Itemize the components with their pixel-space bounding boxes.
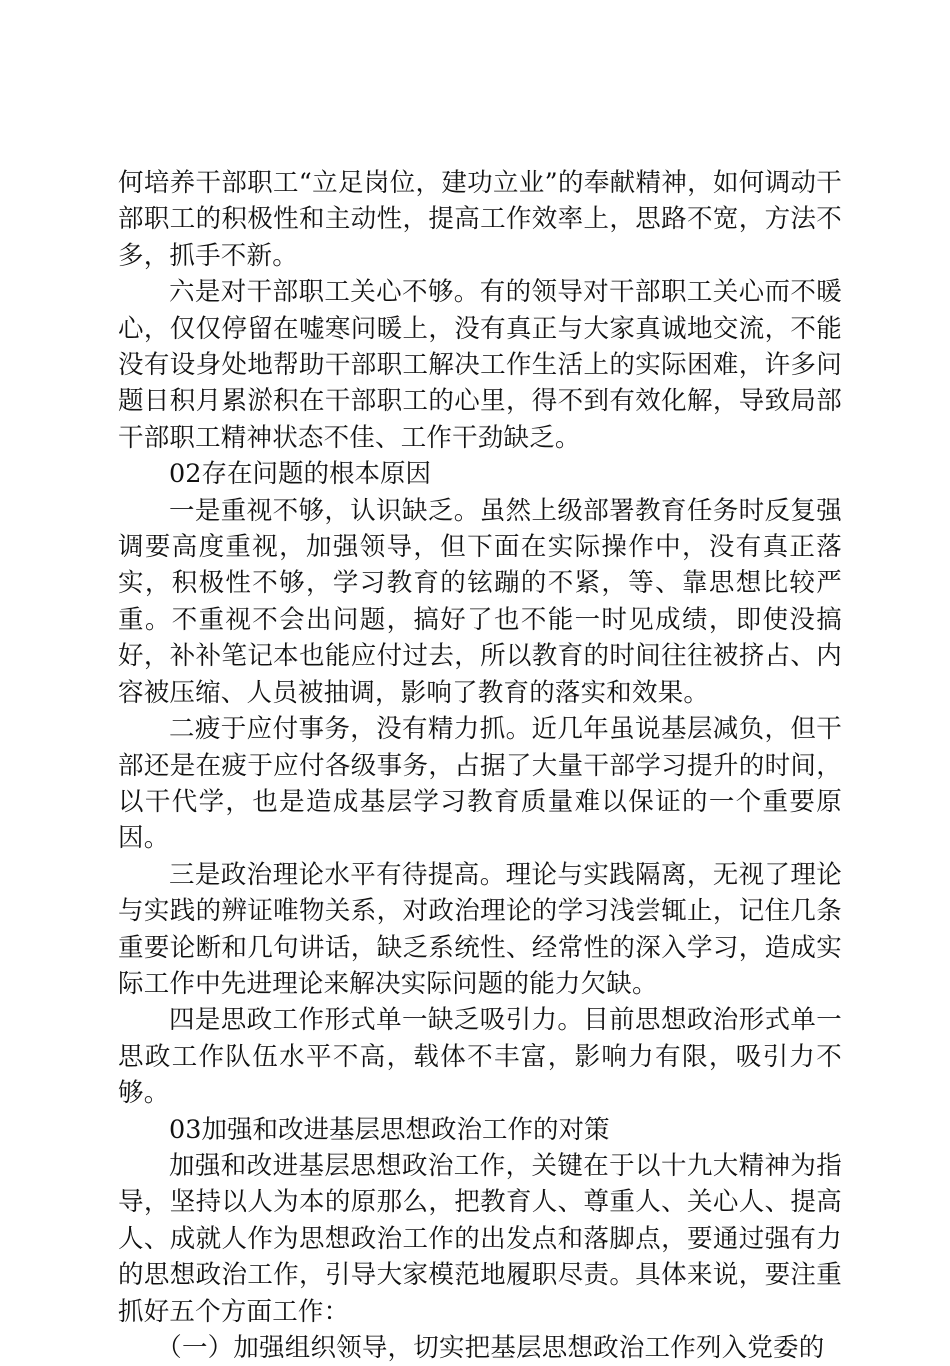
section-heading-03: 03加强和改进基层思想政治工作的对策 (169, 1114, 610, 1145)
paragraph-continuation: 何培养干部职工“立足岗位，建功立业”的奉献精神，如何调动干部职工的积极性和主动性，提高工作效率上，思路不宽，方法不多，抓手不新。 (118, 168, 842, 271)
section-heading-02: 02存在问题的根本原因 (169, 459, 431, 490)
document-body (118, 165, 842, 1366)
paragraph-reason-four: 四是思政工作形式单一缺乏吸引力。目前思想政治形式单一思政工作队伍水平不高，载体不丰富，影响力有限，吸引力不够。 (118, 1005, 842, 1109)
paragraph-reason-two: 二疲于应付事务，没有精力抓。近几年虽说基层减负，但干部还是在疲于应付各级事务，占据了大量干部学习提升的时间，以干代学，也是造成基层学习教育质量难以保证的一个重要原因。 (118, 714, 842, 854)
subsection-heading-one: （一）加强组织领导，切实把基层思想政治工作列入党委的 (156, 1333, 825, 1363)
paragraph-reason-one: 一是重视不够，认识缺乏。虽然上级部署教育任务时反复强调要高度重视，加强领导，但下面在实际操作中，没有真正落实，积极性不够，学习教育的铉蹦的不紧，等、靠思想比较严重。不重视不会出问题，搞好了也不能一时见成绩，即使没搞好，补补笔记本也能应付过去，所以教育的时间往往被挤占、内容被压缩、人员被抽调，影响了教育的落实和效果。 (118, 495, 842, 708)
paragraph-item-six: 六是对干部职工关心不够。有的领导对干部职工关心而不暖心，仅仅停留在嘘寒问暖上，没有真正与大家真诚地交流，不能没有设身处地帮助干部职工解决工作生活上的实际困难，许多问题日积月累淤积在干部职工的心里，得不到有效化解，导致局部干部职工精神状态不佳、工作干劲缺乏。 (118, 277, 842, 453)
paragraph-countermeasures-intro: 加强和改进基层思想政治工作，关键在于以十九大精神为指导，坚持以人为本的原那么，把教育人、尊重人、关心人、提高人、成就人作为思想政治工作的出发点和落脚点，要通过强有力的思想政治工作，引导大家模范地履职尽责。具体来说，要注重抓好五个方面工作： (118, 1150, 842, 1327)
paragraph-reason-three: 三是政治理论水平有待提高。理论与实践隔离，无视了理论与实践的辨证唯物关系，对政治理论的学习浅尝辄止，记住几条重要论断和几句讲话，缺乏系统性、经常性的深入学习，造成实际工作中先进理论来解决实际问题的能力欠缺。 (118, 859, 842, 999)
